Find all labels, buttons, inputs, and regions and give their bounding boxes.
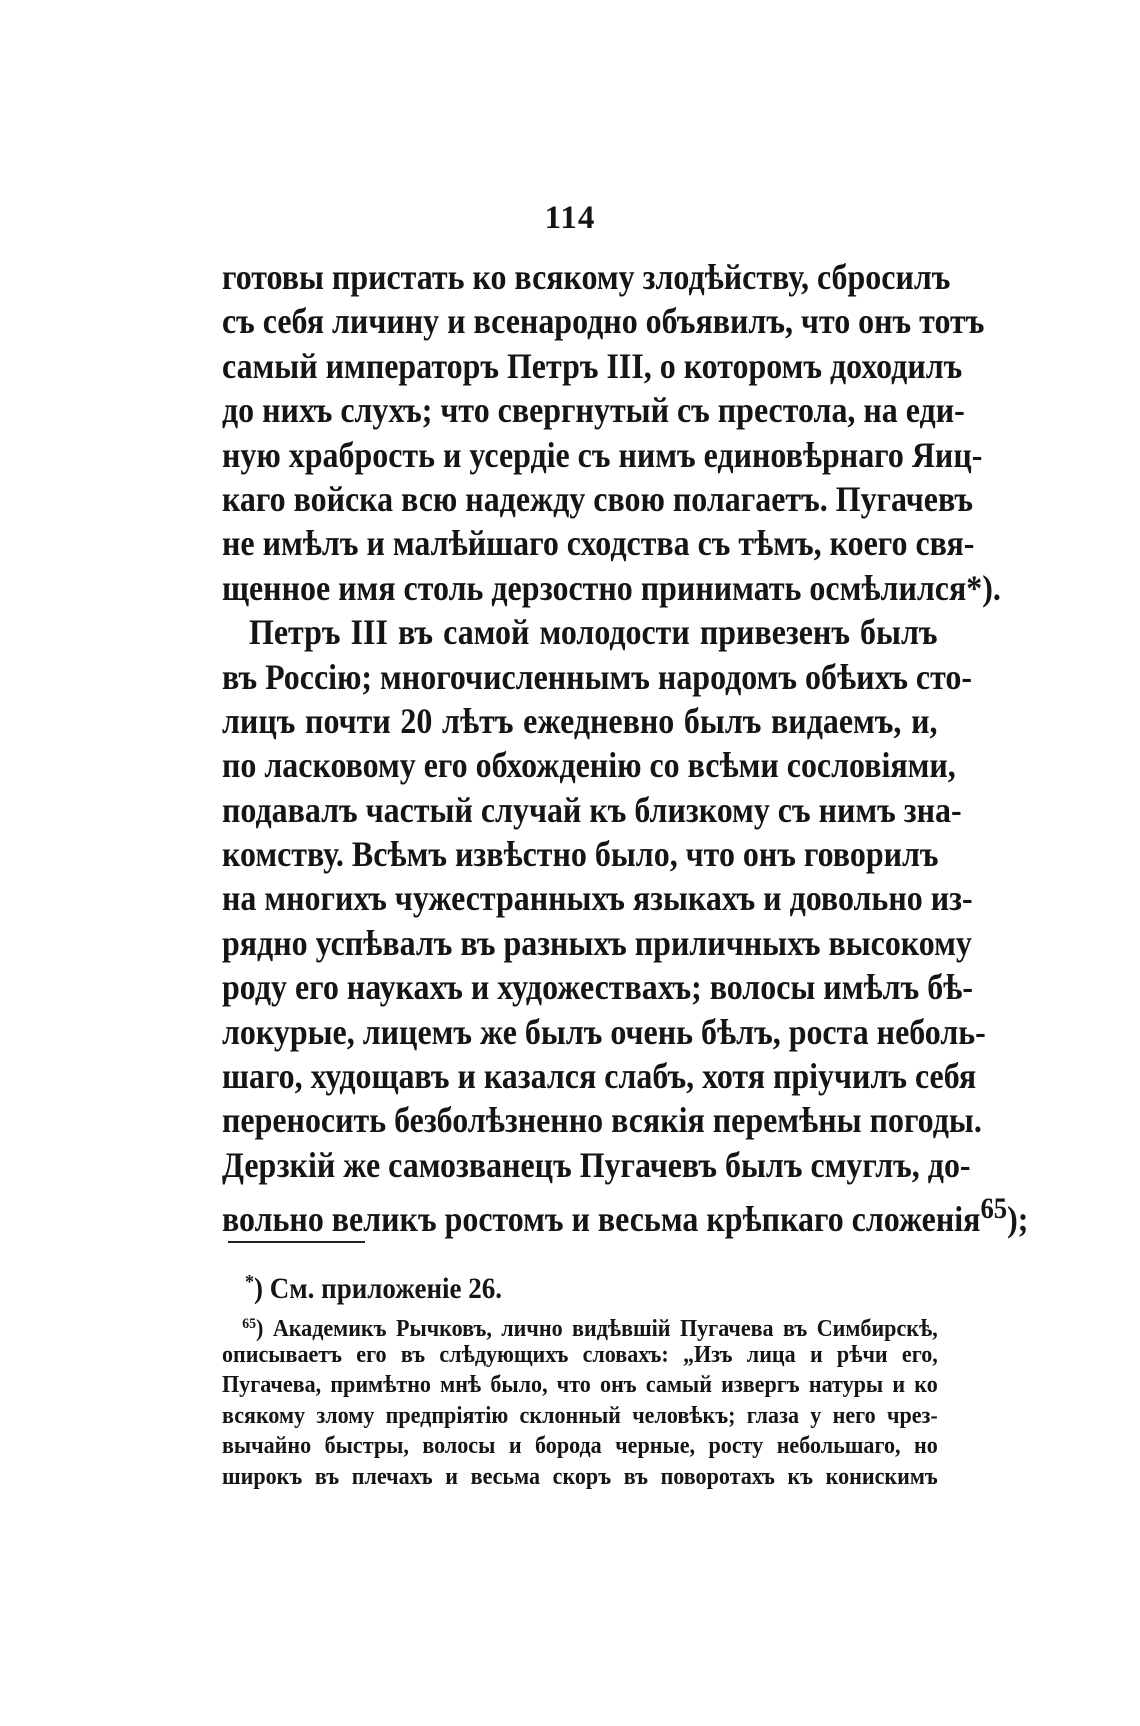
- text-line: каго войска всю надежду свою полагаетъ. Пугачевъ: [222, 478, 974, 519]
- asterisk-note-text: ) См. приложеніе 26.: [254, 1272, 502, 1305]
- text-line: не имѣлъ и малѣйшаго сходства съ тѣмъ, коего свя-: [222, 523, 975, 564]
- footnote-line: описываетъ его въ слѣдующихъ словахъ: „Изъ лица и рѣчи его,: [222, 1341, 938, 1368]
- paragraph-start-line: Петръ III въ самой молодости привезенъ былъ: [249, 612, 938, 653]
- text-line-content: вольно великъ ростомъ и весьма крѣпкаго сложенія: [222, 1199, 981, 1240]
- text-line-last: [222, 1187, 1029, 1240]
- main-text: [222, 255, 1029, 1240]
- text-line: подавалъ частый случай къ близкому съ нимъ зна-: [222, 789, 962, 830]
- text-line: ную храбрость и усердіе съ нимъ единовѣрнаго Яиц-: [222, 434, 983, 475]
- footnote-line-text: ) Академикъ Рычковъ, лично видѣвшій Пугачева въ Симбирскѣ,: [256, 1316, 938, 1342]
- text-line: комству. Всѣмъ извѣстно было, что онъ говорилъ: [222, 834, 939, 875]
- text-line: рядно успѣвалъ въ разныхъ приличныхъ высокому: [222, 922, 972, 963]
- footnote-65: [222, 1309, 938, 1493]
- asterisk-note: [245, 1264, 502, 1307]
- footnote-line: всякому злому предпріятію склонный человѣкъ; глаза у него чрез-: [222, 1402, 938, 1429]
- footnote-line: [222, 1309, 938, 1340]
- footnote-divider: [228, 1241, 365, 1243]
- text-line: щенное имя столь дерзостно принимать осмѣлился*).: [222, 567, 1001, 608]
- footnote-line: вычайно быстры, волосы и борода черные, росту небольшаго, но: [222, 1433, 938, 1460]
- text-line: съ себя личину и всенародно объявилъ, что онъ тотъ: [222, 301, 985, 342]
- text-line: на многихъ чужестранныхъ языкахъ и довольно из-: [222, 878, 973, 919]
- page-number: 114: [544, 200, 596, 236]
- asterisk-marker: *: [245, 1271, 254, 1293]
- footnote-marker: 65: [980, 1193, 1008, 1226]
- footnote-number: 65: [242, 1316, 257, 1332]
- text-line: готовы пристать ко всякому злодѣйству, сбросилъ: [222, 257, 951, 297]
- text-line: переносить безболѣзненно всякія перемѣны погоды.: [222, 1100, 982, 1141]
- text-line-tail: );: [1007, 1199, 1029, 1240]
- text-line: въ Россію; многочисленнымъ народомъ обѣихъ сто-: [222, 656, 973, 697]
- text-line: самый императоръ Петръ III, о которомъ доходилъ: [222, 345, 963, 386]
- footnote-line: широкъ въ плечахъ и весьма скоръ въ поворотахъ къ конискимъ: [222, 1463, 938, 1490]
- text-line: до нихъ слухъ; что свергнутый съ престола, на еди-: [222, 390, 965, 431]
- text-line: по ласковому его обхожденію со всѣми сословіями,: [222, 745, 956, 786]
- text-line: шаго, худощавъ и казался слабъ, хотя пріучилъ себя: [222, 1056, 977, 1097]
- footnote-line: Пугачева, примѣтно мнѣ было, что онъ самый извергъ натуры и ко: [222, 1372, 938, 1399]
- text-line: локурые, лицемъ же былъ очень бѣлъ, роста неболь-: [222, 1011, 986, 1052]
- text-line: роду его наукахъ и художествахъ; волосы имѣлъ бѣ-: [222, 967, 973, 1008]
- text-line: лицъ почти 20 лѣтъ ежедневно былъ видаемъ, и,: [222, 700, 938, 741]
- text-line: Дерзкій же самозванецъ Пугачевъ былъ смуглъ, до-: [222, 1144, 971, 1185]
